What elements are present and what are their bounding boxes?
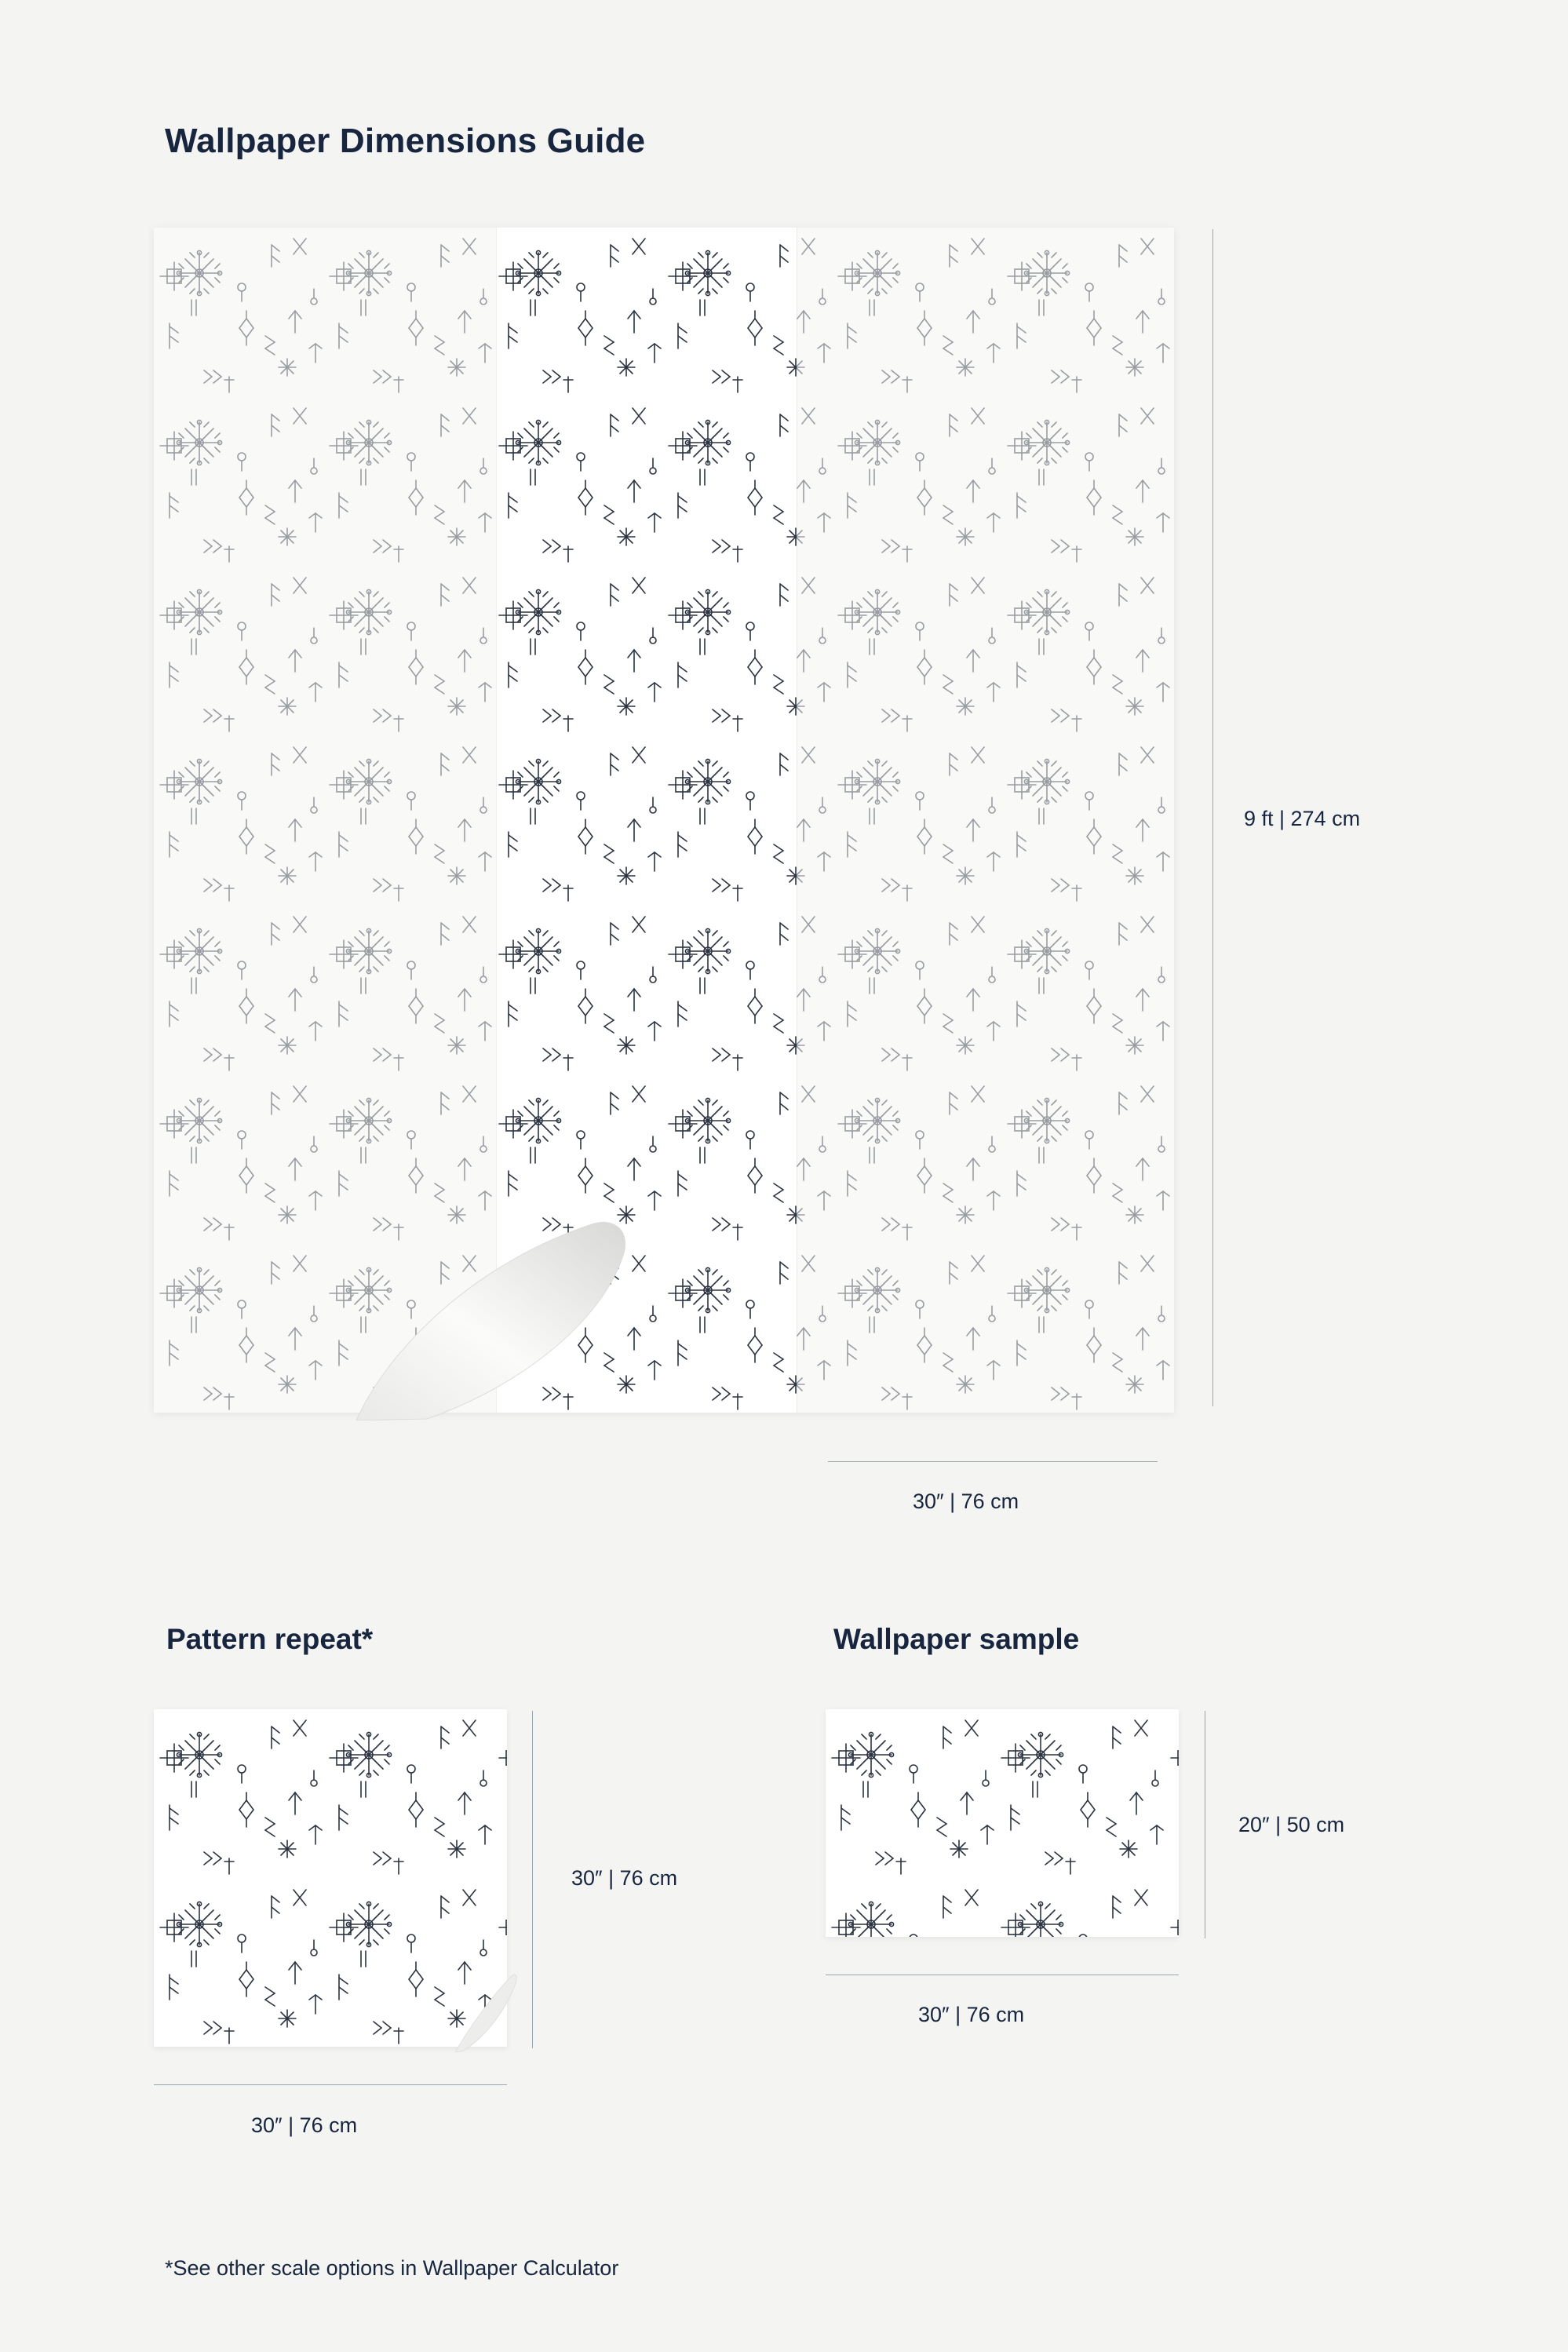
page-title: Wallpaper Dimensions Guide [165, 122, 646, 160]
pattern-repeat-height-label: 30″ | 76 cm [571, 1866, 678, 1890]
wallpaper-sample-height-label: 20″ | 50 cm [1238, 1813, 1345, 1836]
pattern-repeat-swatch [154, 1709, 507, 2047]
wallpaper-sample-width-label: 30″ | 76 cm [918, 2003, 1025, 2026]
pattern-repeat-heading: Pattern repeat* [166, 1623, 374, 1655]
pattern-repeat-height-line [532, 1711, 533, 2048]
wallpaper-roll [154, 228, 1174, 1413]
roll-seam-left [496, 228, 497, 1413]
roll-width-label: 30″ | 76 cm [913, 1490, 1019, 1513]
wallpaper-sample-swatch [826, 1709, 1179, 1937]
roll-panel-right [797, 228, 1174, 1413]
wallpaper-roll-illustration [154, 228, 1174, 1413]
roll-panel-left [154, 228, 496, 1413]
pattern-repeat-width-line [154, 2084, 507, 2085]
footnote: *See other scale options in Wallpaper Calculator [165, 2256, 619, 2280]
roll-height-label: 9 ft | 274 cm [1244, 807, 1361, 830]
roll-width-line [828, 1461, 1158, 1462]
pattern-repeat-pattern [154, 1709, 507, 2047]
roll-height-line [1212, 229, 1213, 1406]
wallpaper-sample-pattern [826, 1709, 1179, 1937]
pattern-repeat-curl [455, 1962, 518, 2052]
pattern-repeat-width-label: 30″ | 76 cm [251, 2113, 358, 2137]
wallpaper-sample-heading: Wallpaper sample [833, 1623, 1080, 1655]
